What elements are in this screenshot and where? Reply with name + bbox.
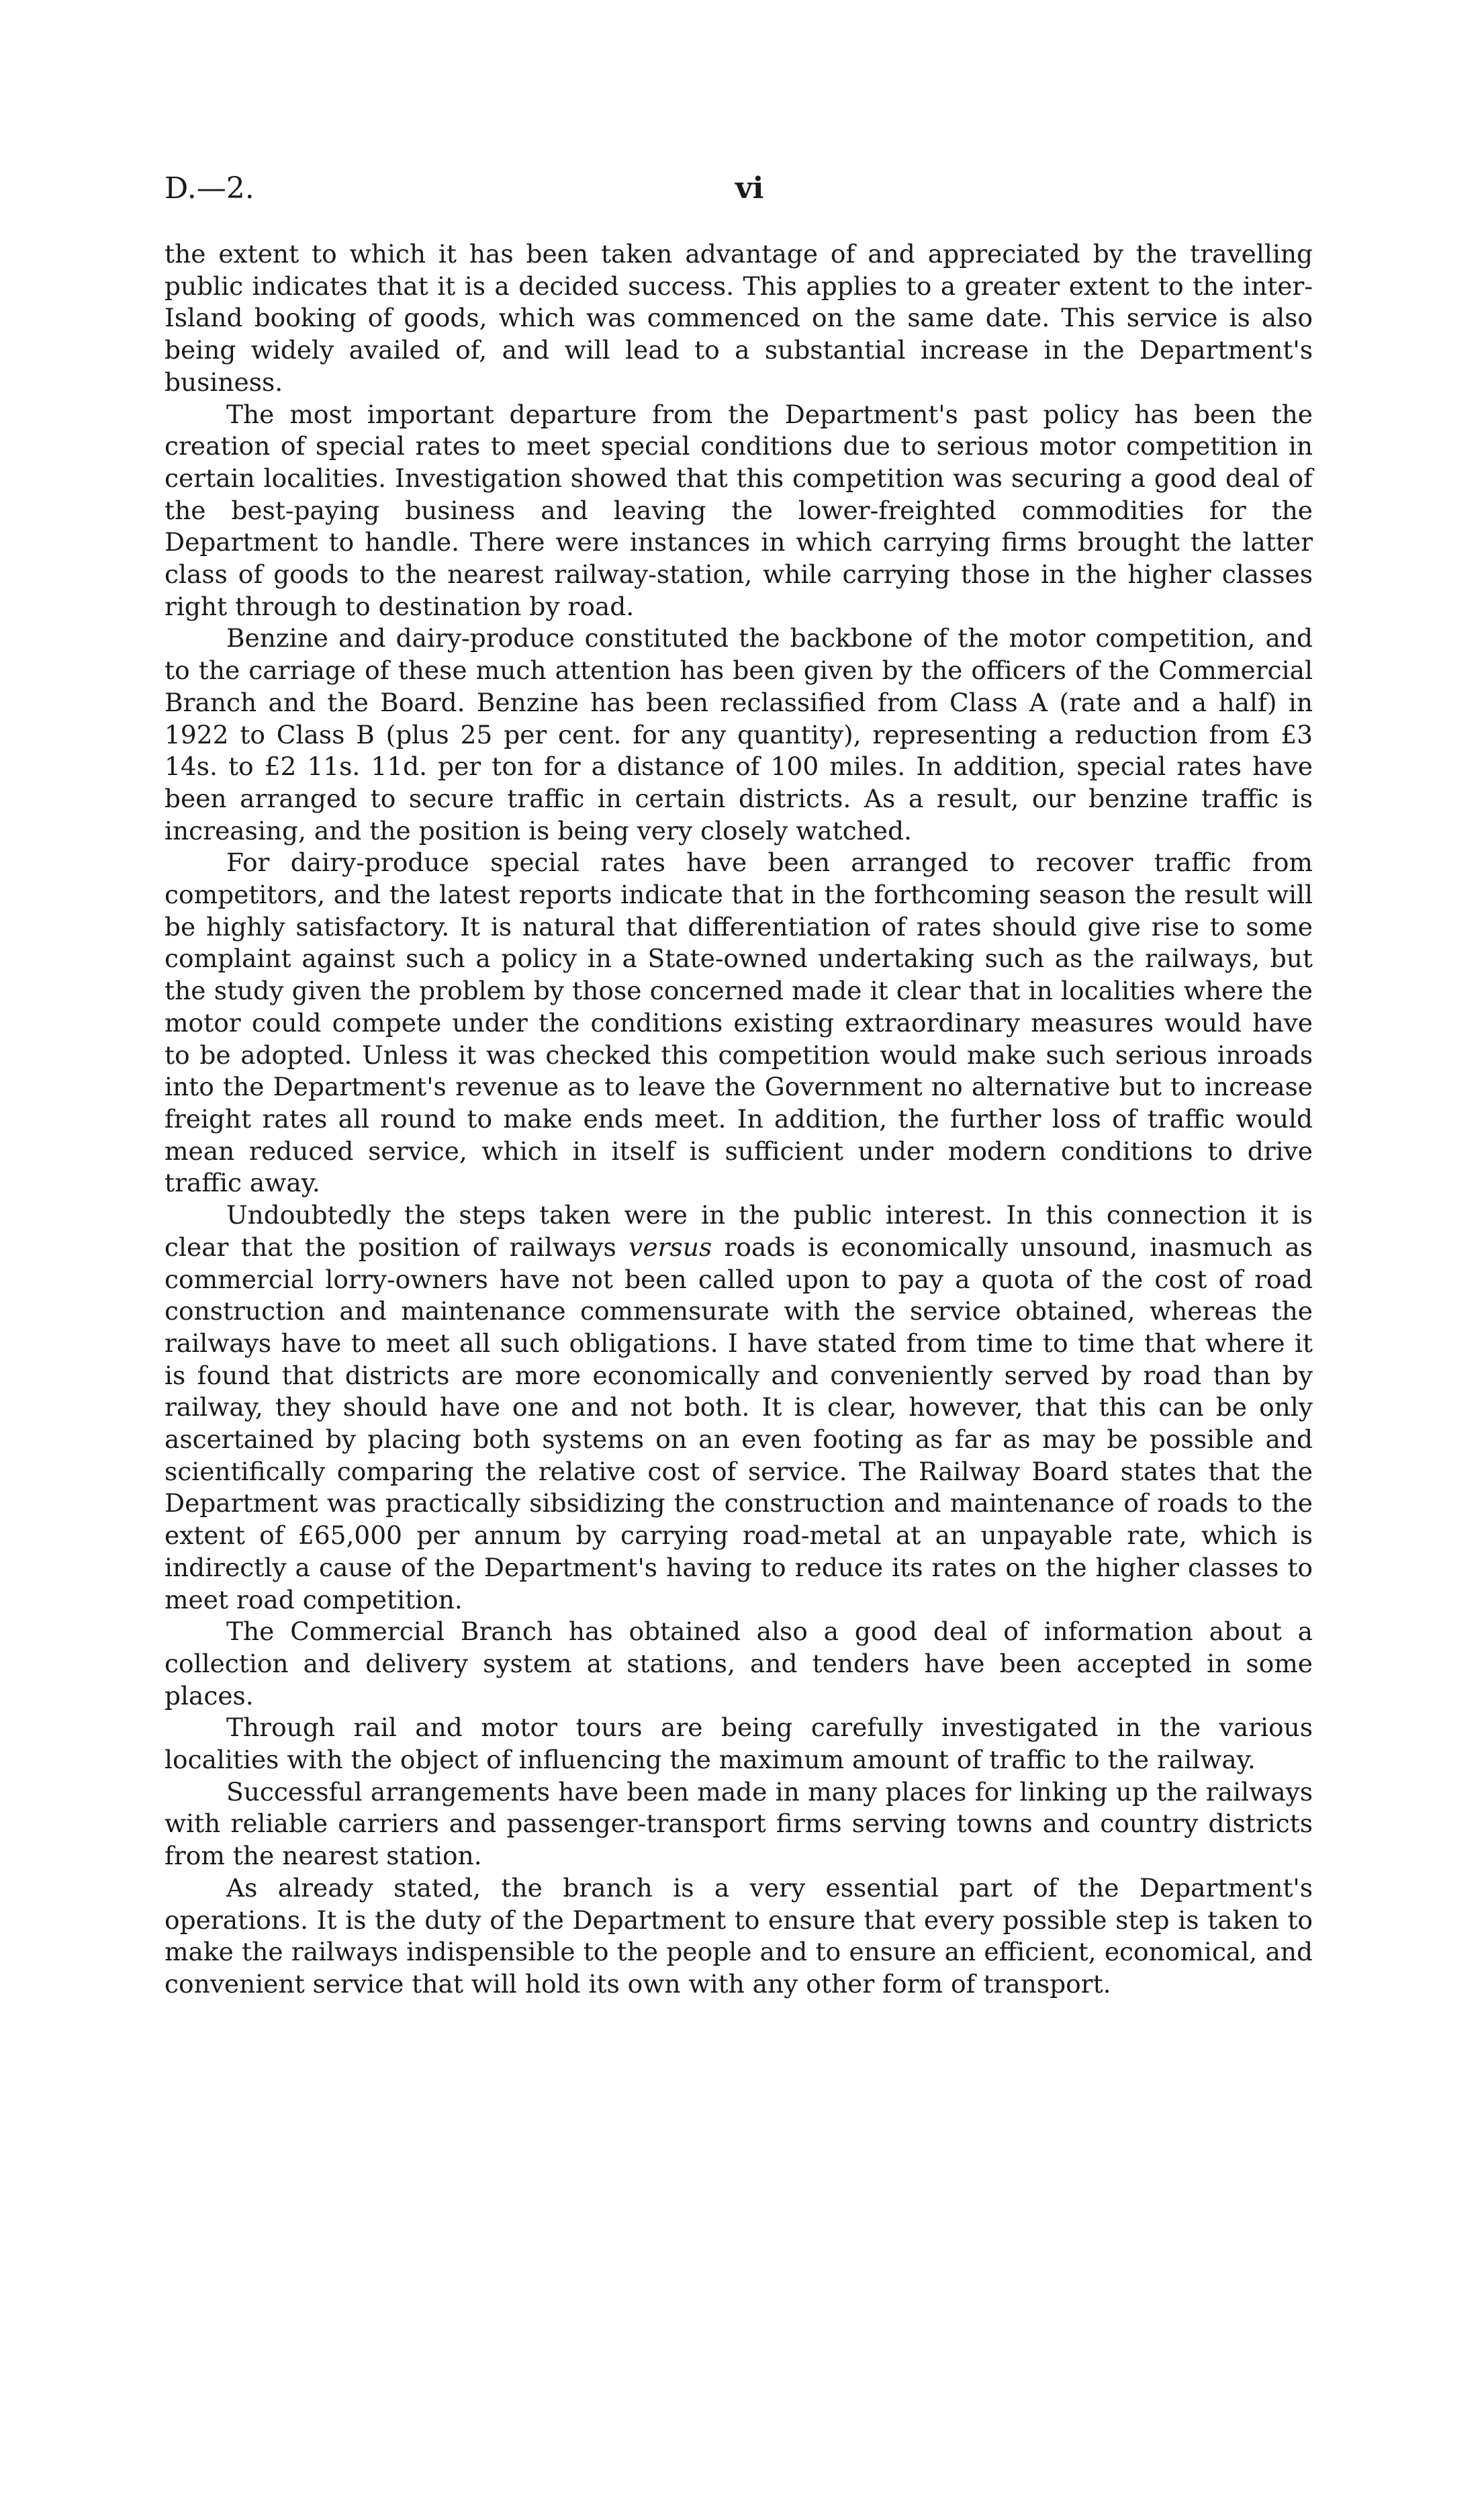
paragraph-text: roads is economically unsound, inasmuch as commercial lorry-owners have not been called upon to pay a quota of the cost of road construction and maintenance commensurate with the service obtained, whereas the railways have to meet all such obligations. I have stated from time to time that where it is found that districts are more economically and conveniently served by road than by railway, they should have one and not both. It is clear, however, that this can be only ascertained by placing both systems on an even footing as far as may be possible and scientifically comparing the relative cost of service. The Railway Board states that the Department was practically sibsidizing the construction and maintenance of roads to the extent of £65,000 per annum by carrying road-metal at an unpayable rate, which is indirectly a cause of the Department's having to reduce its rates on the higher classes to meet road competition. — [165, 1232, 1313, 1615]
page-header — [165, 171, 1313, 212]
body-text — [165, 238, 1313, 2001]
paragraph: Through rail and motor tours are being carefully investigated in the various localities with the object of influencing the maximum amount of traffic to the railway. — [165, 1713, 1313, 1775]
paragraph — [165, 1199, 1313, 1616]
paragraph: Successful arrangements have been made in many places for linking up the railways with reliable carriers and passenger-transport firms serving towns and country districts from the nearest station. — [165, 1776, 1313, 1871]
paragraph-text: Undoubtedly the steps taken were in the public interest. In this connection it is clear that the position of railways — [165, 1200, 1313, 1262]
paragraph: As already stated, the branch is a very essential part of the Department's operations. It is the duty of the Department to ensure that every possible step is taken to make the railways indispensible to the people and to ensure an efficient, economical, and convenient service that will hold its own with any other form of transport. — [165, 1872, 1313, 1999]
paragraph: Benzine and dairy-produce constituted the backbone of the motor competition, and to the carriage of these much attention has been given by the officers of the Commercial Branch and the Board. Benzine has been reclassified from Class A (rate and a half) in 1922 to Class B (plus 25 per cent. for any quantity), representing a reduction from £3 14s. to £2 11s. 11d. per ton for a distance of 100 miles. In addition, special rates have been arranged to secure traffic in certain districts. As a result, our benzine traffic is increasing, and the position is being very closely watched. — [165, 623, 1313, 846]
paragraph: the extent to which it has been taken advantage of and appreciated by the travelling public indicates that it is a decided success. This applies to a greater extent to the inter-Island booking of goods, which was commenced on the same date. This service is also being widely availed of, and will lead to a substantial increase in the Department's business. — [165, 239, 1313, 397]
paragraph: The most important departure from the Department's past policy has been the creation of special rates to meet special conditions due to serious motor competition in certain localities. Investigation showed that this competition was securing a good deal of the best-paying business and leaving the lower-freighted commodities for the Department to handle. There were instances in which carrying firms brought the latter class of goods to the nearest railway-station, while carrying those in the higher classes right through to destination by road. — [165, 399, 1313, 621]
document-code: D.—2. — [165, 171, 254, 206]
paragraph: The Commercial Branch has obtained also a good deal of information about a collection and delivery system at stations, and tenders have been accepted in some places. — [165, 1617, 1313, 1711]
page-number: vi — [735, 171, 764, 206]
italic-term: versus — [629, 1232, 712, 1262]
paragraph: For dairy-produce special rates have been arranged to recover traffic from competitors, and the latest reports indicate that in the forthcoming season the result will be highly satisfactory. It is natural that differentiation of rates should give rise to some complaint against such a policy in a State-owned undertaking such as the railways, but the study given the problem by those concerned made it clear that in localities where the motor could compete under the conditions existing extraordinary measures would have to be adopted. Unless it was checked this competition would make such serious inroads into the Department's revenue as to leave the Government no alternative but to increase freight rates all round to make ends meet. In addition, the further loss of traffic would mean reduced service, which in itself is sufficient under modern conditions to drive traffic away. — [165, 848, 1313, 1198]
